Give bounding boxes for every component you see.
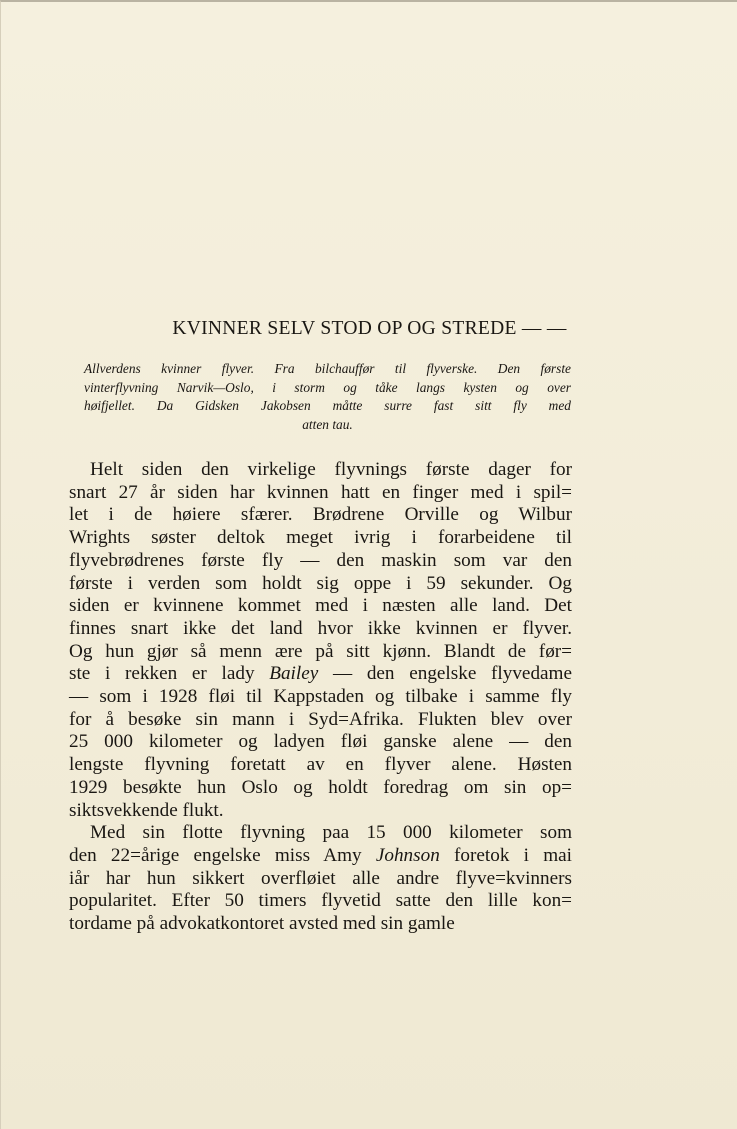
- body-line: [69, 913, 572, 936]
- body-line: [69, 504, 572, 527]
- body-line: [69, 459, 572, 482]
- text-run: 1929 besøkte hun Oslo og holdt foredrag om sin op=: [69, 776, 572, 798]
- text-run: popularitet. Efter 50 timers flyvetid satte den lille kon=: [69, 890, 572, 912]
- text-run: Med sin flotte flyvning paa 15 000 kilometer som: [90, 822, 572, 844]
- body-line: [69, 890, 572, 913]
- body-line: [69, 641, 572, 664]
- body-line: [69, 868, 572, 891]
- body-line: [69, 527, 572, 550]
- body-line: [69, 482, 572, 505]
- text-run: snart 27 år siden har kvinnen hatt en finger med i spil=: [69, 481, 572, 503]
- chapter-summary: [84, 360, 571, 434]
- text-run: finnes snart ikke det land hvor ikke kvinnen er flyver.: [69, 617, 572, 639]
- body-line: [69, 573, 572, 596]
- body-line: [69, 595, 572, 618]
- text-run: første i verden som holdt sig oppe i 59 sekunder. Og: [69, 572, 572, 594]
- italic-name: Bailey: [269, 663, 319, 685]
- body-line: [69, 777, 572, 800]
- chapter-heading: KVINNER SELV STOD OP OG STREDE — —: [172, 318, 567, 339]
- text-run: — som i 1928 fløi til Kappstaden og tilbake i samme fly: [69, 686, 572, 708]
- text-run: 25 000 kilometer og ladyen fløi ganske alene — den: [69, 731, 572, 753]
- body-line: [69, 731, 572, 754]
- text-run: siktsvekkende flukt.: [69, 799, 224, 821]
- text-run: iår har hun sikkert overfløiet alle andre flyve=kvinners: [69, 867, 572, 889]
- body-line: [69, 822, 572, 845]
- italic-name: Johnson: [375, 844, 440, 866]
- text-run: siden er kvinnene kommet med i næsten alle land. Det: [69, 595, 572, 617]
- body-line: [69, 618, 572, 641]
- body-line: [69, 709, 572, 732]
- text-run: Wrights søster deltok meget ivrig i forarbeidene til: [69, 527, 572, 549]
- summary-line: vinterflyvning Narvik—Oslo, i storm og tåke langs kysten og over: [84, 379, 571, 395]
- text-run: for å besøke sin mann i Syd=Afrika. Flukten blev over: [69, 708, 572, 730]
- text-run: Helt siden den virkelige flyvnings første dager for: [90, 459, 572, 480]
- body-line: [69, 754, 572, 777]
- body-line: [69, 550, 572, 573]
- body-line: [69, 686, 572, 709]
- text-run: let i de høiere sfærer. Brødrene Orville og Wilbur: [69, 504, 572, 526]
- text-run: Og hun gjør så menn ære på sitt kjønn. Blandt de før=: [69, 640, 572, 662]
- summary-line: Allverdens kvinner flyver. Fra bilchauffør til flyverske. Den første: [84, 361, 571, 376]
- text-run: lengste flyvning foretatt av en flyver alene. Høsten: [69, 754, 572, 776]
- summary-line: høifjellet. Da Gidsken Jakobsen måtte surre fast sitt fly med: [84, 398, 571, 413]
- text-run: — den engelske flyvedame: [318, 663, 572, 685]
- text-run: foretok i mai: [439, 844, 572, 866]
- text-run: den 22=årige engelske miss Amy: [69, 844, 376, 866]
- body-line: [69, 800, 572, 823]
- body-line: [69, 845, 572, 868]
- body-line: [69, 663, 572, 686]
- body-text: [69, 459, 572, 936]
- summary-line: atten tau.: [302, 416, 353, 432]
- text-run: tordame på advokatkontoret avsted med sin gamle: [69, 913, 455, 935]
- text-run: ste i rekken er lady: [69, 663, 270, 685]
- text-run: flyvebrødrenes første fly — den maskin som var den: [69, 549, 572, 571]
